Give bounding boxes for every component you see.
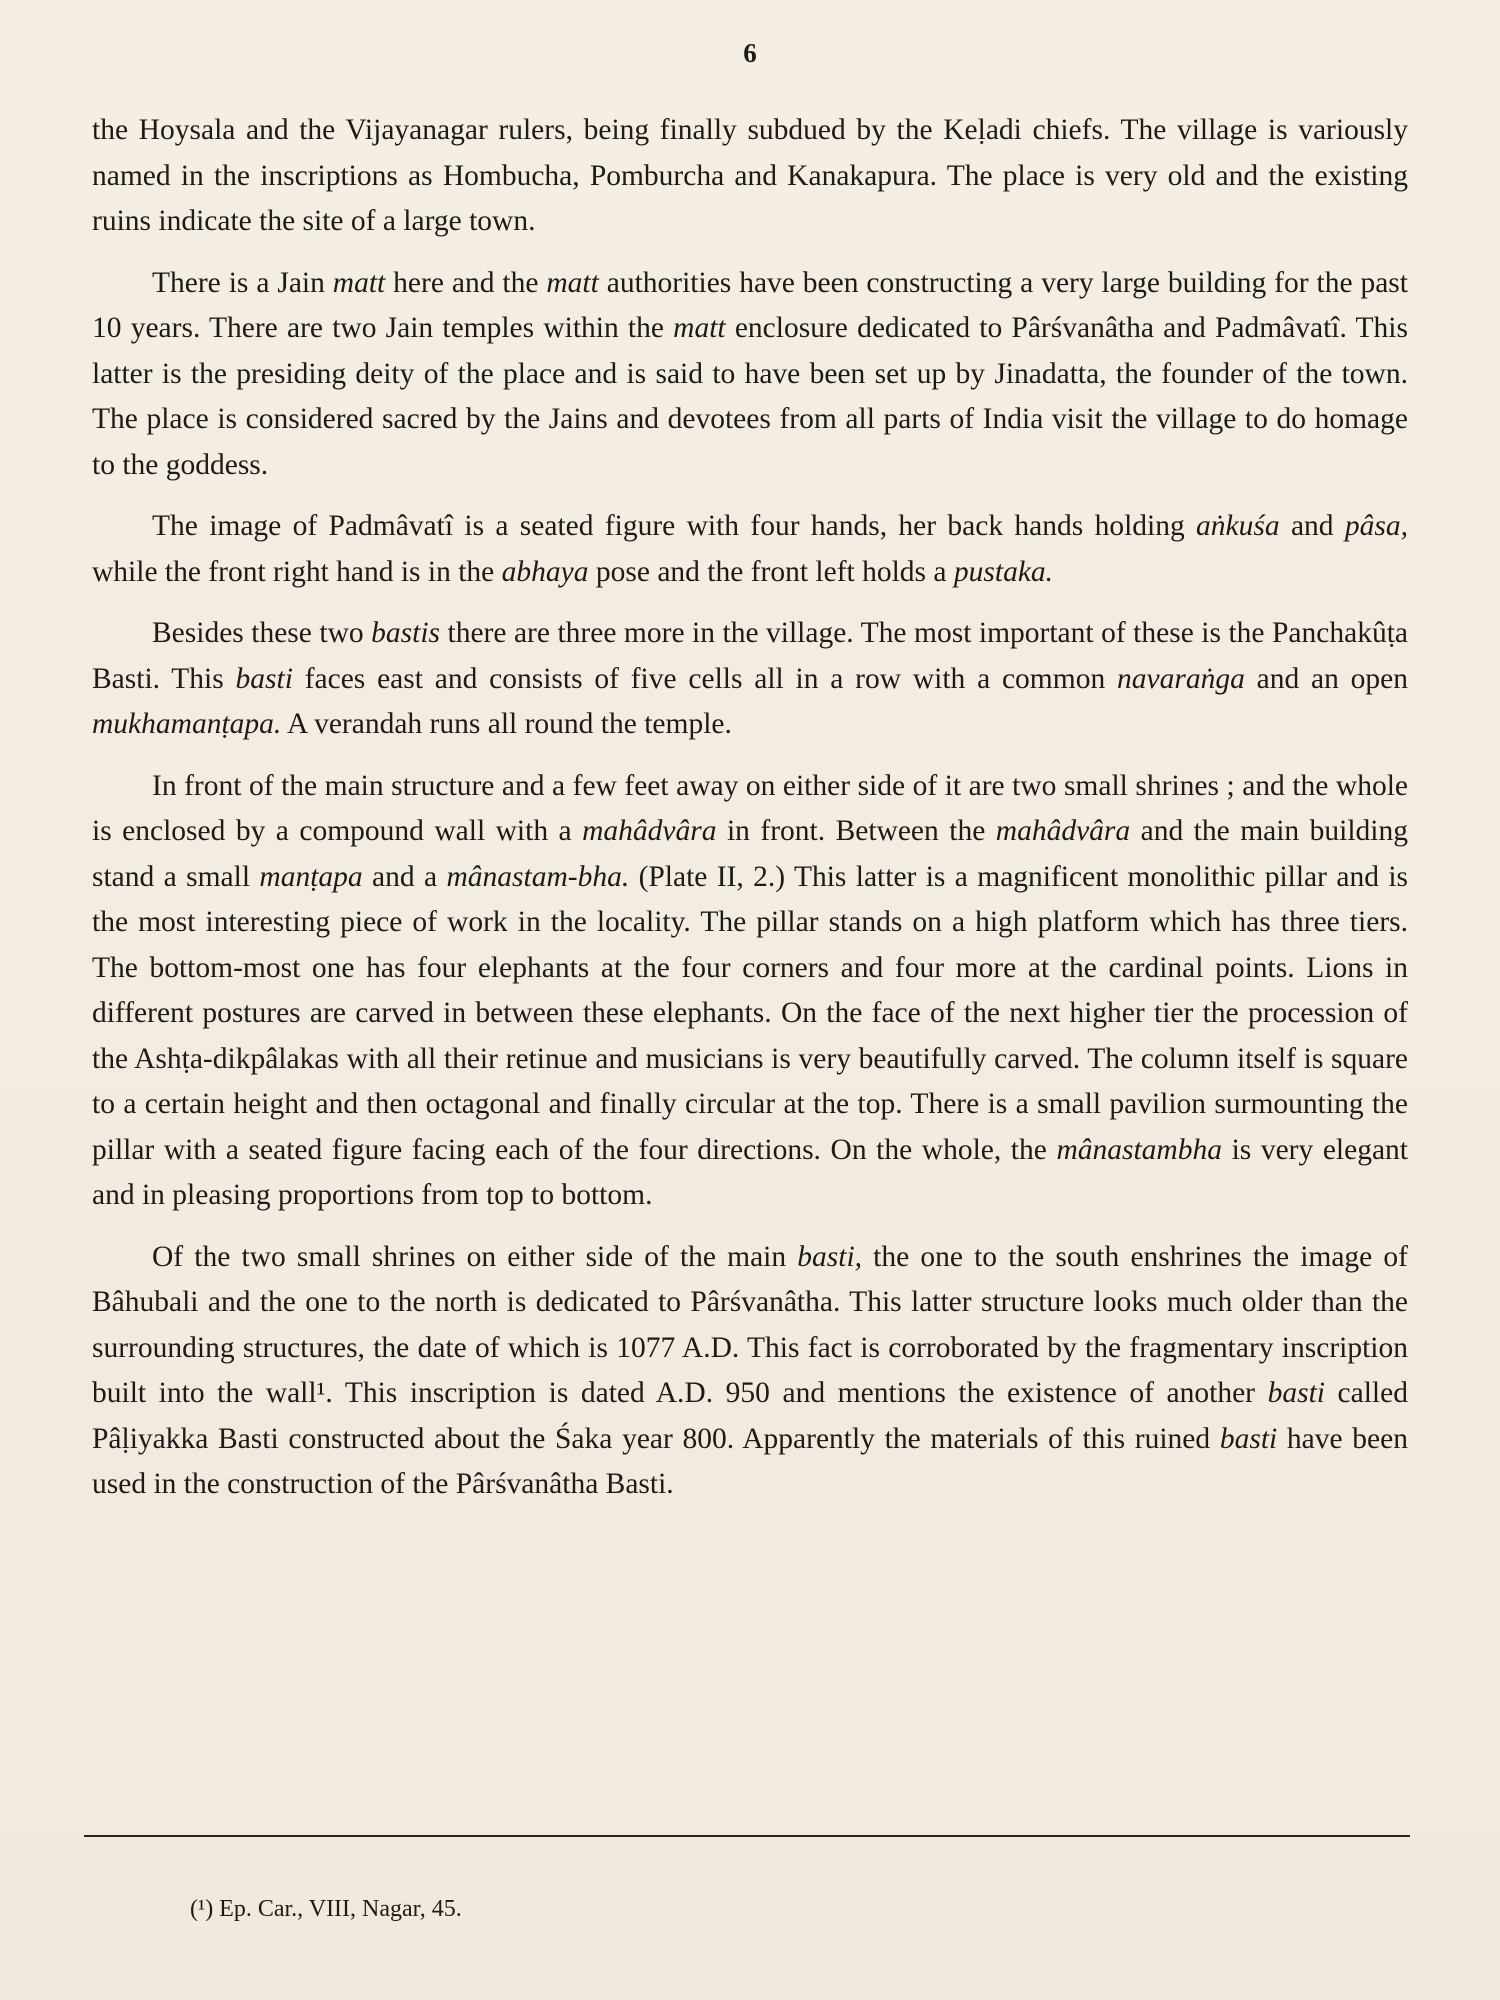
italic-term: basti, [797,1240,863,1273]
text-run: There is a Jain [152,266,333,299]
footnote: (¹) Ep. Car., VIII, Nagar, 45. [190,1896,462,1922]
text-run: the Hoysala and the Vijayanagar rulers, being finally subdued by the Keḷadi chiefs. The village is variously named in the inscriptions as Hombucha, Pomburcha and Kanakapura. The place is very old and the existing ruins indicate the site of a large town. [92,114,1408,237]
text-run: and the main building stand a small [92,815,1408,893]
text-run: faces east and consists of five cells all in a row with a common [292,662,1117,695]
italic-term: basti [1267,1377,1325,1409]
italic-term: pâsa, [1344,510,1408,542]
italic-term: matt [673,312,726,344]
text-run: A verandah runs all round the temple. [281,708,732,740]
italic-term: mânastambha [1056,1133,1222,1166]
italic-term: aṅkuśa [1196,510,1280,542]
paragraph-6 [92,1235,1408,1508]
paragraph-1 [92,108,1408,245]
text-run: enclosure dedicated to Pârśvanâtha and Padmâvatî. This latter is the presiding deity of the place and is said to have been set up by Jinadatta, the founder of the town. The place is considered sacred by the Jains and devotees from all parts of India visit the village to do homage to the goddess. [92,312,1408,481]
text-run: while the front right hand is in the [92,555,502,588]
text-run: is very elegant and in pleasing proportions from top to bottom. [92,1133,1408,1211]
text-run: Besides these two [152,617,372,649]
italic-term: basti [1219,1422,1278,1455]
italic-term: basti [235,662,293,695]
page-number: 6 [743,38,757,68]
body-text [92,108,1408,1524]
text-run: (Plate II, 2.) This latter is a magnificent monolithic pillar and is the most interesting piece of work in the locality. The pillar stands on a high platform which has three tiers. The bottom-most one has four elephants at the four corners and four more at the cardinal points. Lions in different postures are carved in between these elephants. On the face of the next higher tier the procession of the Ashṭa-dikpâlakas with all their retinue and musicians is very beautifully carved. The column itself is square to a certain height and then octagonal and finally circular at the top. There is a small pavilion surmounting the pillar with a seated figure facing each of the four directions. On the whole, the [92,860,1408,1166]
italic-term: navaraṅga [1117,662,1245,695]
footnote-divider [84,1835,1410,1837]
text-run: the one to the south enshrines the image of Bâhubali and the one to the north is dedicated to Pârśvanâtha. This latter structure looks much older than the surrounding structures, the date of which is 1077 A.D. This fact is corroborated by the fragmentary inscription built into the wall¹. This inscription is dated A.D. 950 and mentions the existence of another [92,1240,1408,1409]
italic-term: bastis [371,617,440,649]
text-run: and an open [1244,662,1408,695]
italic-term: matt [546,266,599,299]
italic-term: mahâdvâra [995,815,1131,847]
italic-term: mahâdvâra [582,815,717,847]
text-run: have been used in the construction of the Pârśvanâtha Basti. [92,1422,1408,1500]
text-run: in front. Between the [716,815,996,847]
text-run: there are three more in the village. The most important of these is the Panchakûṭa Basti. This [92,617,1408,695]
italic-term: mânastam-bha. [446,860,630,893]
text-run: authorities have been constructing a very large building for the past 10 years. There are two Jain temples within the [92,266,1408,344]
paragraph-5 [92,764,1408,1219]
text-run: and a [362,860,447,893]
text-run: here and the [385,266,547,299]
text-run: Of the two small shrines on either side of the main [152,1240,798,1273]
paragraph-3 [92,504,1408,595]
text-run: and [1279,510,1345,542]
italic-term: matt [332,266,386,299]
text-run: In front of the main structure and a few feet away on either side of it are two small shrines ; and the whole is enclosed by a compound wall with a [92,769,1408,847]
paragraph-4 [92,611,1408,748]
text-run: pose and the front left holds a [588,555,954,588]
text-run: The image of Padmâvatî is a seated figure with four hands, her back hands holding [152,510,1197,542]
text-run: called Pâḷiyakka Basti constructed about the Śaka year 800. Apparently the materials of this ruined [92,1377,1408,1455]
italic-term: mukhamanṭapa. [92,708,282,740]
paragraph-2 [92,261,1408,489]
italic-term: abhaya [501,555,589,588]
italic-term: pustaka. [953,555,1054,588]
italic-term: manṭapa [259,860,363,893]
